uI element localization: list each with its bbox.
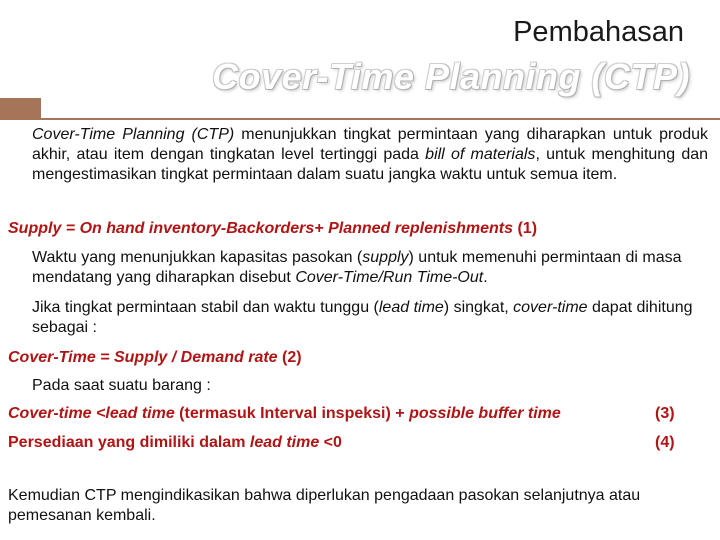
formula-2-number: (2) [282,349,302,366]
formula-3-part-2: lead time [105,405,175,422]
para-3-text-3: dapat dihitung sebagai : [32,299,693,336]
conclusion-text: Kemudian CTP mengindikasikan bahwa diperlukan pengadaan pasokan selanjutnya atau pemesanan kembali. [8,487,641,524]
intro-paragraph [32,125,708,185]
para-4-text: Pada saat suatu barang : [32,377,211,394]
paragraph-3 [32,298,712,338]
formula-1-text: Supply = On hand inventory-Backorders+ Planned replenishments [8,220,514,237]
formula-4-part-1: Persediaan yang dimiliki dalam [8,434,250,451]
para-3-text-1: Jika tingkat permintaan stabil dan waktu tunggu ( [32,299,379,316]
page-subtitle: Pembahasan [513,16,684,48]
para-2-text-3: . [483,269,488,286]
paragraph-2 [32,248,708,288]
formula-3-part-3: (termasuk Interval inspeksi) + [174,405,410,422]
paragraph-4 [32,376,708,396]
formula-2 [8,348,708,368]
intro-term-2: bill of materials [425,146,536,163]
intro-text-1: menunjukkan tingkat permintaan yang diharapkan untuk produk akhir, atau item dengan tingkatan level tertinggi pada [32,126,709,163]
formula-2-text: Cover-Time = Supply / Demand rate [8,349,278,366]
formula-4-part-3: <0 [319,434,342,451]
formula-4 [8,433,648,453]
conclusion-paragraph [8,486,688,526]
formula-3 [8,404,648,424]
formula-3-part-4: possible buffer time [409,405,561,422]
formula-4-number: (4) [655,434,675,451]
para-2-text-1: Waktu yang menunjukkan kapasitas pasokan ( [32,249,363,266]
page-title: Cover-Time Planning (CTP) [212,56,690,97]
para-2-text-2: ) untuk memenuhi permintaan di masa mendatang yang diharapkan disebut [32,249,682,286]
formula-4-part-2: lead time [249,434,320,451]
para-3-term-2: cover-time [513,299,588,316]
para-3-text-2: ) singkat, [443,299,514,316]
para-2-term-2: Cover-Time/Run Time-Out [295,269,484,286]
formula-3-number: (3) [655,405,675,422]
para-2-term: supply [362,249,409,266]
para-3-term: lead time [378,299,444,316]
formula-3-part-1: Cover-time < [8,405,106,422]
intro-text-2: , untuk menghitung dan mengestimasikan tingkat permintaan dalam suatu jangka waktu untuk semua item. [32,146,709,183]
accent-box [0,98,41,120]
intro-term: Cover-Time Planning (CTP) [32,126,235,143]
formula-1 [8,219,708,239]
formula-1-number: (1) [517,220,538,237]
accent-divider [41,118,720,120]
